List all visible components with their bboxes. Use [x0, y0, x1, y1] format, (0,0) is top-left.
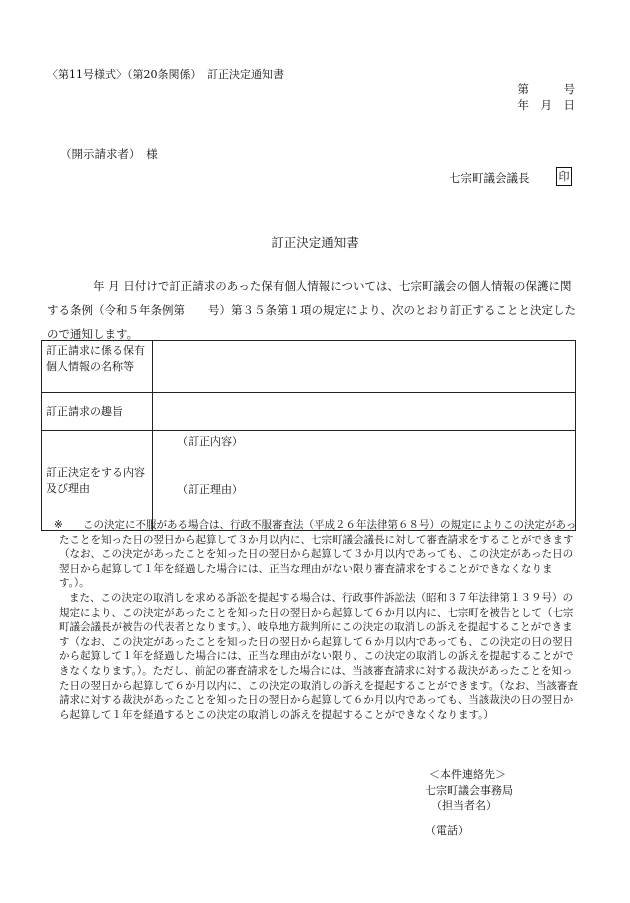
table-row	[42, 393, 576, 431]
sender-name: 七宗町議会議長	[449, 171, 530, 185]
form-label: 〈第11号様式〉（第20条関係） 訂正決定通知書	[47, 68, 284, 81]
notes-section	[54, 518, 579, 722]
body-paragraph: 年 月 日付けで訂正請求のあった保有個人情報については、七宗町議会の個人情報の保護に関する条例（令和５年条例第 号）第３５条第１項の規定により、次のとおり訂正することと決定したので通知します。	[47, 279, 576, 341]
correction-reason-label: （訂正理由）	[177, 483, 243, 496]
table-row	[42, 431, 576, 531]
note-mark: ※	[54, 519, 63, 531]
row-value-purpose	[153, 393, 576, 431]
row-value-info-name	[153, 341, 576, 393]
row-label-decision: 訂正決定をする内容及び理由	[42, 431, 153, 531]
correction-content-label: （訂正内容）	[177, 435, 243, 448]
row-label-info-name: 訂正請求に係る保有個人情報の名称等	[42, 341, 153, 393]
recipient: （開示請求者） 様	[60, 147, 158, 161]
row-label-purpose: 訂正請求の趣旨	[42, 393, 153, 431]
contact-heading: ＜本件連絡先＞	[429, 768, 506, 781]
document-number: 第 号	[517, 82, 575, 96]
document-date: 年 月 日	[517, 98, 575, 112]
row-value-decision	[153, 431, 576, 531]
note-paragraph-lawsuit: また、この決定の取消しを求める訴訟を提起する場合は、行政事件訴訟法（昭和３７年法律第１３９号）の規定により、この決定があったことを知った日の翌日から起算して６か月以内に、七宗町を被告として（七宗町議会議長が被告の代表者となります。）、岐阜地方裁判所にこの決定の取消しの訴えを提起することができます（なお、この決定があったことを知った日の翌日から起算して６か月以内であっても、この決定の日の翌日から起算して１年を経過した場合には、正当な理由がない限り、この決定の取消しの訴えを提起することができなくなります。）。ただし、前記の審査請求をした場合には、当該審査請求に対する裁決があったことを知った日の翌日から起算して６か月以内に、この決定の取消しの訴えを提起することができます。（なお、当該審査請求に対する裁決があったことを知った日の翌日から起算して６か月以内であっても、当該裁決の日の翌日から起算して１年を経過するとこの決定の取消しの訴えを提起することができなくなります。）	[59, 591, 578, 721]
seal-stamp: 印	[556, 167, 572, 186]
contact-phone: （電話）	[425, 823, 469, 837]
table-row	[42, 341, 576, 393]
contact-office: 七宗町議会事務局	[425, 783, 513, 797]
contact-person: （担当者名）	[431, 799, 497, 812]
document-title: 訂正決定通知書	[271, 235, 359, 250]
note-paragraph-appeal: この決定に不服がある場合は、行政不服審査法（平成２６年法律第６８号）の規定によりこの決定があったことを知った日の翌日から起算して３か月以内に、七宗町議会議長に対して審査請求をすることができます（なお、この決定があったことを知った日の翌日から起算して３か月以内であっても、この決定があった日の翌日から起算して１年を経過した場合には、正当な理由がない限り審査請求をすることができなくなります。）。	[59, 519, 577, 590]
decision-table	[41, 340, 576, 531]
contact-block	[425, 767, 513, 838]
